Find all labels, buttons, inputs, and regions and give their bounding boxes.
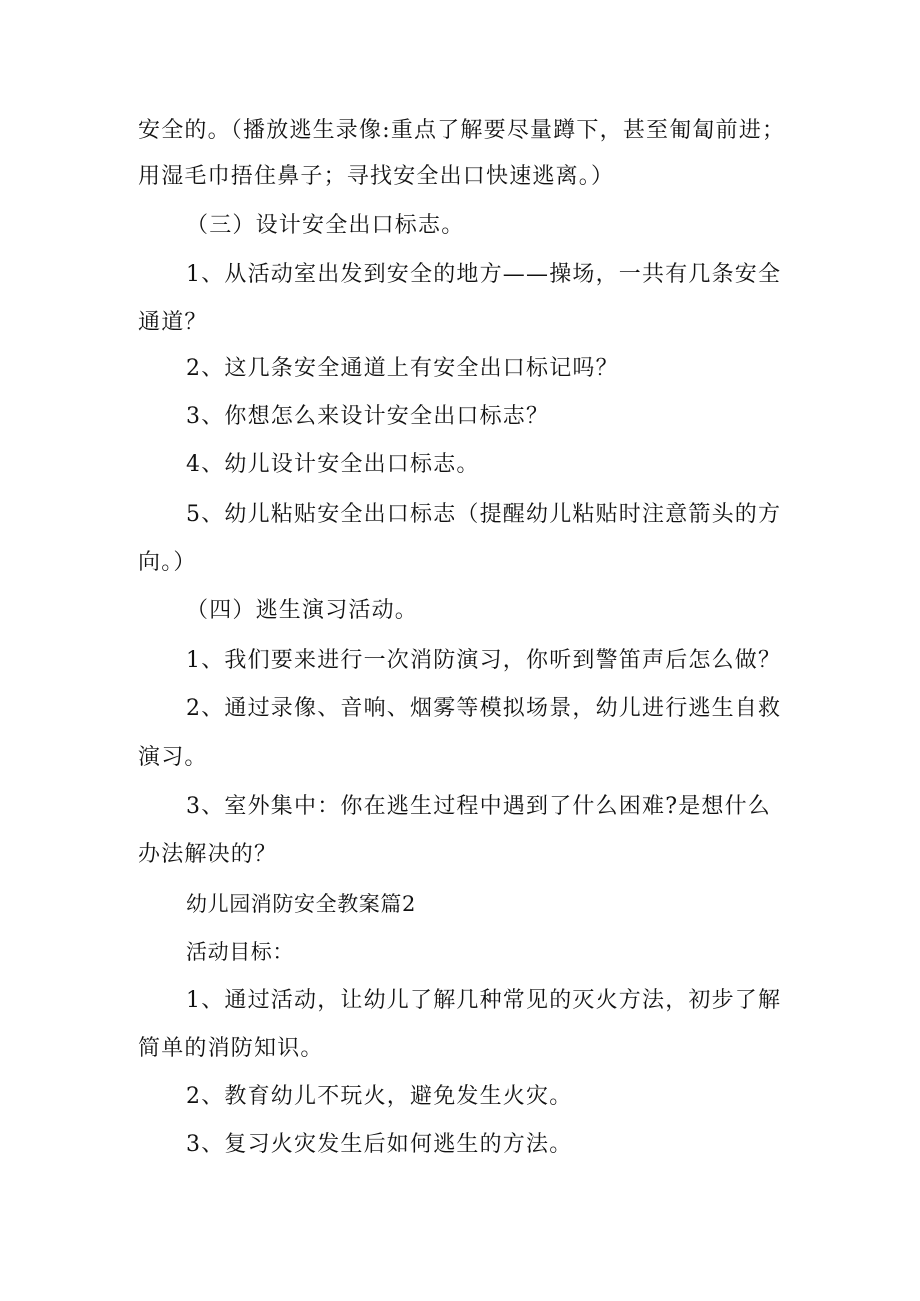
paragraph-continuation: 用湿毛巾捂住鼻子；寻找安全出口快速逃离。） [138,164,615,189]
list-item-continuation: 办法解决的？ [138,842,278,867]
list-item: 1、从活动室出发到安全的地方——操场，一共有几条安全 [186,262,782,287]
list-item-continuation: 演习。 [138,745,208,770]
objectives-heading: 活动目标： [186,940,294,964]
list-item: 2、教育幼儿不玩火，避免发生火灾。 [186,1084,573,1109]
paragraph-continuation: 安全的。（播放逃生录像:重点了解要尽量蹲下，甚至匍匐前进； [138,118,786,143]
list-item-continuation: 通道？ [138,310,208,335]
list-item: 3、你想怎么来设计安全出口标志？ [186,404,550,429]
list-item-continuation: 向。） [138,550,197,575]
section-heading: （四）逃生演习活动。 [186,598,419,623]
list-item: 3、复习火灾发生后如何逃生的方法。 [186,1132,573,1157]
list-item: 5、幼儿粘贴安全出口标志（提醒幼儿粘贴时注意箭头的方 [186,502,782,527]
list-item: 2、通过录像、音响、烟雾等模拟场景，幼儿进行逃生自救 [186,696,782,721]
list-item: 1、通过活动，让幼儿了解几种常见的灭火方法，初步了解 [186,988,782,1013]
section-heading: （三）设计安全出口标志。 [186,213,465,238]
list-item-continuation: 简单的消防知识。 [138,1036,324,1061]
list-item: 3、室外集中：你在逃生过程中遇到了什么困难?是想什么 [186,794,771,819]
list-item: 2、这几条安全通道上有安全出口标记吗？ [186,356,619,381]
lesson-title: 幼儿园消防安全教案篇2 [186,892,416,916]
list-item: 1、我们要来进行一次消防演习，你听到警笛声后怎么做？ [186,648,782,673]
list-item: 4、幼儿设计安全出口标志。 [186,452,480,477]
